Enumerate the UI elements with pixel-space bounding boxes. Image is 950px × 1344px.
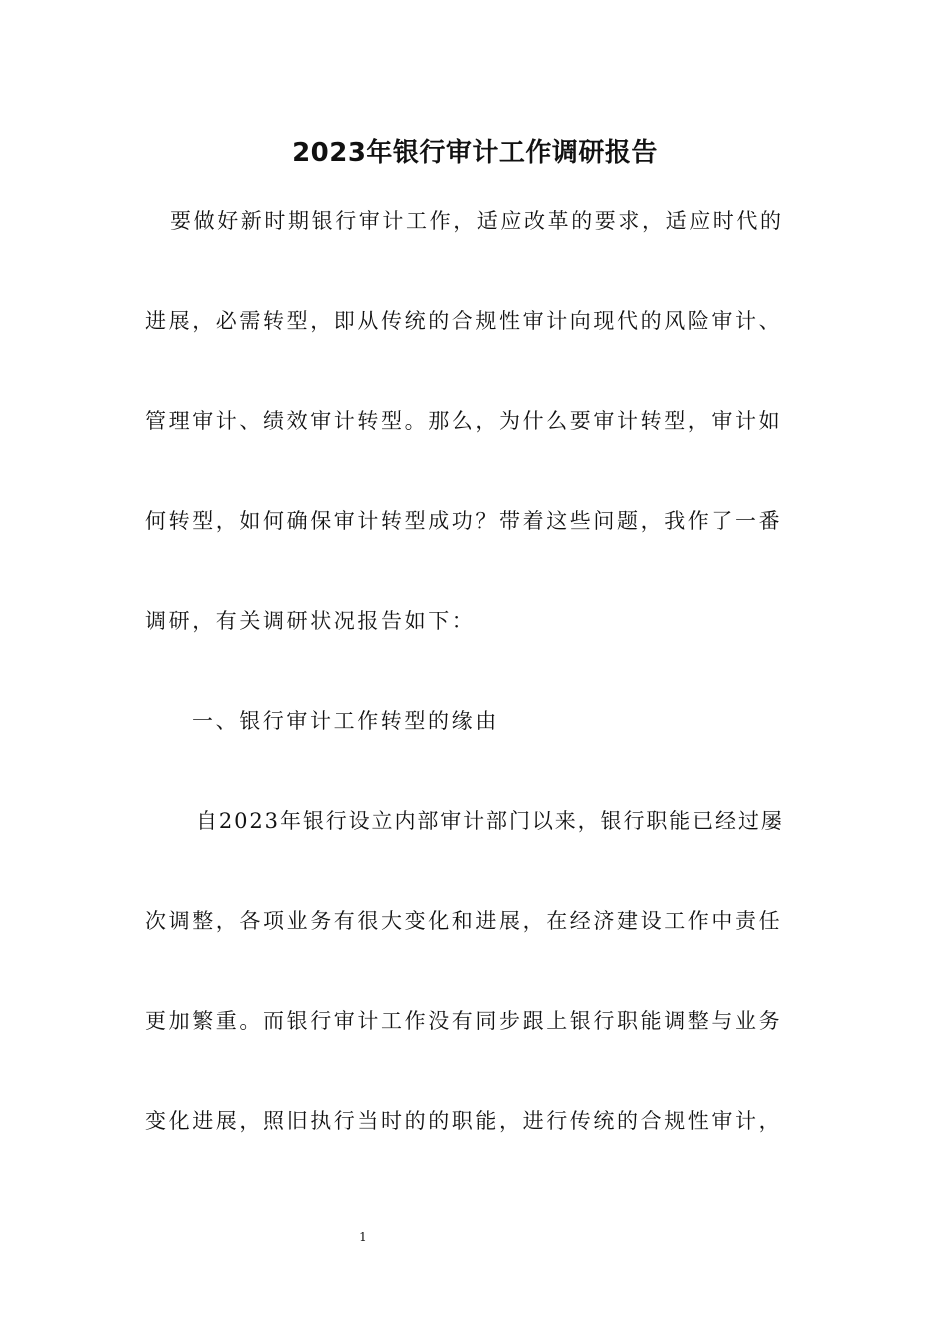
paragraph-line: 管理审计、绩效审计转型。那么，为什么要审计转型，审计如 [145,409,783,433]
paragraph-line: 何转型，如何确保审计转型成功？带着这些问题，我作了一番 [145,509,783,533]
page-number: 1 [359,1230,367,1244]
paragraph-line: 进展，必需转型，即从传统的合规性审计向现代的风险审计、 [145,309,783,333]
paragraph-line: 变化进展，照旧执行当时的的职能，进行传统的合规性审计， [145,1109,783,1133]
paragraph-line: 要做好新时期银行审计工作，适应改革的要求，适应时代的 [170,209,784,233]
document-title: 2023年银行审计工作调研报告 [292,138,658,168]
paragraph-line: 更加繁重。而银行审计工作没有同步跟上银行职能调整与业务 [145,1009,783,1033]
paragraph-line: 调研，有关调研状况报告如下： [145,609,476,633]
section-heading: 一、银行审计工作转型的缘由 [192,709,499,733]
paragraph-line: 次调整，各项业务有很大变化和进展，在经济建设工作中责任 [145,909,783,933]
paragraph-line: 自2023年银行设立内部审计部门以来，银行职能已经过屡 [196,809,784,833]
